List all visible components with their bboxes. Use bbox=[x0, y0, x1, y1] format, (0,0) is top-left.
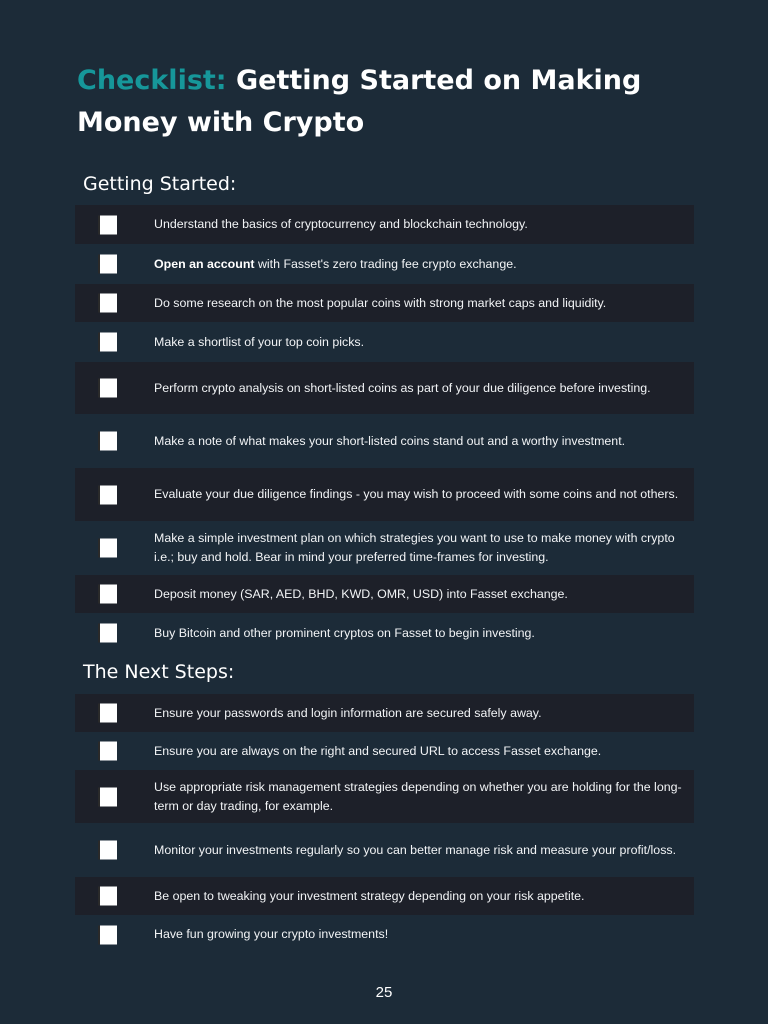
checklist-item-label: Do some research on the most popular coins with strong market caps and liquidity. bbox=[154, 295, 607, 310]
checkbox[interactable] bbox=[98, 333, 117, 352]
checklist-item-text bbox=[154, 778, 684, 816]
checkbox[interactable] bbox=[98, 379, 117, 398]
checklist-item-text bbox=[154, 585, 684, 604]
checklist-item-label: Make a shortlist of your top coin picks. bbox=[154, 334, 365, 349]
section-heading-getting-started: Getting Started: bbox=[83, 173, 237, 195]
checklist-item-label: Perform crypto analysis on short-listed coins as part of your due diligence before investing. bbox=[154, 380, 651, 395]
checklist-item-label: Ensure your passwords and login information are secured safely away. bbox=[154, 705, 542, 720]
checkbox[interactable] bbox=[98, 485, 117, 504]
open-account-link-text: Open an account bbox=[154, 256, 255, 271]
checkbox[interactable] bbox=[98, 215, 117, 234]
checklist-next-steps bbox=[75, 694, 694, 954]
checklist-item-text bbox=[154, 432, 684, 451]
checklist-item-text bbox=[154, 704, 684, 723]
checklist-item-text bbox=[154, 255, 684, 274]
checklist-item-label: with Fasset's zero trading fee crypto exchange. bbox=[254, 256, 517, 271]
checklist-item-text bbox=[154, 887, 684, 906]
checklist-item bbox=[75, 284, 694, 322]
checkbox[interactable] bbox=[98, 887, 117, 906]
checklist-item-label: Make a note of what makes your short-listed coins stand out and a worthy investment. bbox=[154, 433, 626, 448]
checklist-item-text bbox=[154, 294, 684, 313]
checkbox[interactable] bbox=[98, 787, 117, 806]
title-main: Getting Started on Making Money with Crypto bbox=[77, 65, 642, 138]
checklist-item bbox=[75, 414, 694, 468]
checkbox[interactable] bbox=[98, 742, 117, 761]
checkbox[interactable] bbox=[98, 704, 117, 723]
checklist-getting-started bbox=[75, 205, 694, 653]
checklist-item bbox=[75, 205, 694, 244]
checklist-item bbox=[75, 877, 694, 915]
checkbox[interactable] bbox=[98, 255, 117, 274]
page-title bbox=[77, 60, 697, 144]
checklist-item bbox=[75, 694, 694, 732]
checklist-item bbox=[75, 244, 694, 284]
checkbox[interactable] bbox=[98, 539, 117, 558]
checklist-item-label: Monitor your investments regularly so you can better manage risk and measure your profit/loss. bbox=[154, 842, 677, 857]
checklist-item-text bbox=[154, 841, 684, 860]
checklist-item-label: Ensure you are always on the right and secured URL to access Fasset exchange. bbox=[154, 743, 602, 758]
checklist-item bbox=[75, 575, 694, 613]
checklist-item-label: Deposit money (SAR, AED, BHD, KWD, OMR, USD) into Fasset exchange. bbox=[154, 586, 568, 601]
checklist-item bbox=[75, 732, 694, 770]
checkbox[interactable] bbox=[98, 841, 117, 860]
checklist-item-label: Understand the basics of cryptocurrency and blockchain technology. bbox=[154, 217, 528, 231]
checklist-item-text bbox=[154, 333, 684, 352]
checklist-item-label: Evaluate your due diligence findings - you may wish to proceed with some coins and not others. bbox=[154, 487, 679, 501]
checklist-item bbox=[75, 322, 694, 362]
checklist-item bbox=[75, 468, 694, 521]
checklist-item-text bbox=[154, 379, 684, 398]
title-accent: Checklist: bbox=[77, 65, 227, 96]
checklist-item-label: Use appropriate risk management strategies depending on whether you are holding for the long-term or day trading, for example. bbox=[154, 779, 682, 813]
checkbox[interactable] bbox=[98, 624, 117, 643]
checkbox[interactable] bbox=[98, 585, 117, 604]
checklist-item-label: Make a simple investment plan on which strategies you want to use to make money with crypto i.e.; buy and hold. Bear in mind your preferred time-frames for investing. bbox=[154, 531, 675, 564]
checklist-item-text bbox=[154, 624, 684, 643]
checklist-item bbox=[75, 613, 694, 653]
checklist-item bbox=[75, 521, 694, 575]
checklist-item-label: Be open to tweaking your investment strategy depending on your risk appetite. bbox=[154, 888, 585, 903]
section-heading-next-steps: The Next Steps: bbox=[83, 661, 235, 683]
checklist-item bbox=[75, 915, 694, 954]
checklist-item-label: Have fun growing your crypto investments! bbox=[154, 927, 389, 941]
checkbox[interactable] bbox=[98, 294, 117, 313]
checklist-item-text bbox=[154, 215, 684, 234]
checklist-item bbox=[75, 823, 694, 877]
checklist-item-text bbox=[154, 742, 684, 761]
checklist-item bbox=[75, 362, 694, 414]
checklist-item-text bbox=[154, 485, 684, 504]
checklist-item-text bbox=[154, 529, 684, 567]
checkbox[interactable] bbox=[98, 925, 117, 944]
checkbox[interactable] bbox=[98, 432, 117, 451]
checklist-item bbox=[75, 770, 694, 823]
checklist-item-text bbox=[154, 925, 684, 944]
page-number: 25 bbox=[375, 984, 393, 1001]
checklist-item-label: Buy Bitcoin and other prominent cryptos on Fasset to begin investing. bbox=[154, 625, 535, 640]
